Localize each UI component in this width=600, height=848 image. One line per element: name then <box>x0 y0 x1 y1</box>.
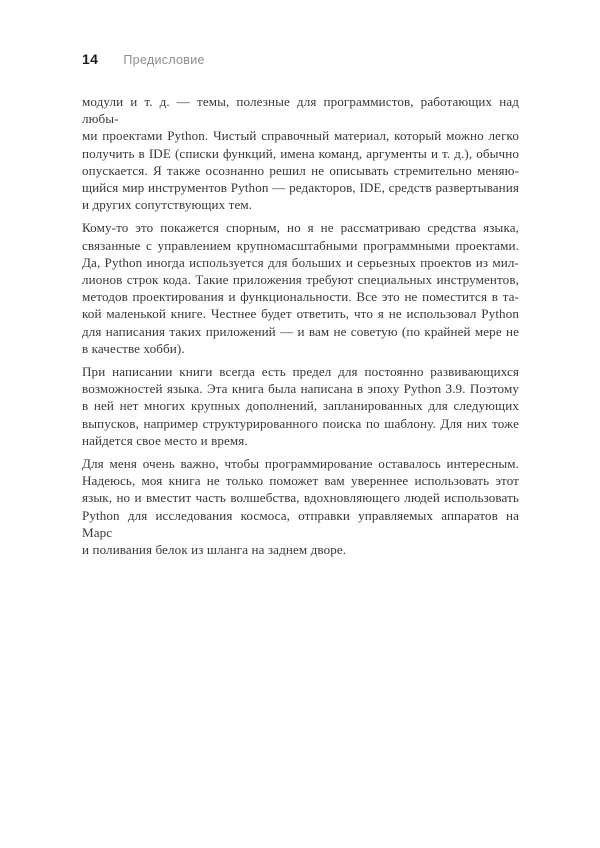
text-line: опускается. Я также осознанно решил не описывать стремительно меняю- <box>82 162 519 178</box>
page-number: 14 <box>82 51 99 67</box>
text-line: Python для исследования космоса, отправки управляемых аппаратов на Марс <box>82 507 519 540</box>
text-line: ми проектами Python. Чистый справочный материал, который можно легко <box>82 128 519 144</box>
paragraph <box>82 219 519 357</box>
text-line: в ней нет многих крупных дополнений, запланированных для следующих <box>82 398 519 414</box>
text-line: возможностей языка. Эта книга была написана в эпоху Python 3.9. Поэтому <box>82 381 519 397</box>
body-text <box>82 93 519 564</box>
text-line: щийся мир инструментов Python — редакторов, IDE, средств развертывания <box>82 180 519 196</box>
text-line: модули и т. д. — темы, полезные для программистов, работающих над любы- <box>82 94 519 127</box>
text-line: для написания таких приложений — и вам не советую (по крайней мере не <box>82 323 519 339</box>
chapter-title: Предисловие <box>123 53 205 67</box>
text-line: язык, но и вместит часть волшебства, вдохновляющего людей использовать <box>82 490 519 506</box>
text-line: Для меня очень важно, чтобы программирование оставалось интересным. <box>82 456 519 472</box>
text-line: Надеюсь, моя книга не только поможет вам увереннее использовать этот <box>82 473 519 489</box>
text-line: найдется свое место и время. <box>82 432 248 448</box>
text-line: При написании книги всегда есть предел для постоянно развивающихся <box>82 364 519 380</box>
text-line: Да, Python иногда используется для больших и серьезных проектов из мил- <box>82 254 519 270</box>
paragraph <box>82 93 519 213</box>
text-line: лионов строк кода. Такие приложения требуют специальных инструментов, <box>82 272 519 288</box>
text-line: кой маленькой книге. Честнее будет ответить, что я не использовал Python <box>82 306 519 322</box>
text-line: в качестве хобби). <box>82 340 185 356</box>
text-line: и других сопутствующих тем. <box>82 197 253 213</box>
text-line: выпусков, например структурированного поиска по шаблону. Для них тоже <box>82 415 519 431</box>
paragraph <box>82 363 519 449</box>
text-line: получить в IDE (списки функций, имена команд, аргументы и т. д.), обычно <box>82 145 519 161</box>
text-line: связанные с управлением крупномасштабными программными проектами. <box>82 237 519 253</box>
text-line: методов проектирования и функциональности. Все это не поместится в та- <box>82 289 519 305</box>
text-line: и поливания белок из шланга на заднем дворе. <box>82 542 347 558</box>
paragraph <box>82 455 519 558</box>
page-header <box>82 51 205 67</box>
text-line: Кому-то это покажется спорным, но я не рассматриваю средства языка, <box>82 220 519 236</box>
